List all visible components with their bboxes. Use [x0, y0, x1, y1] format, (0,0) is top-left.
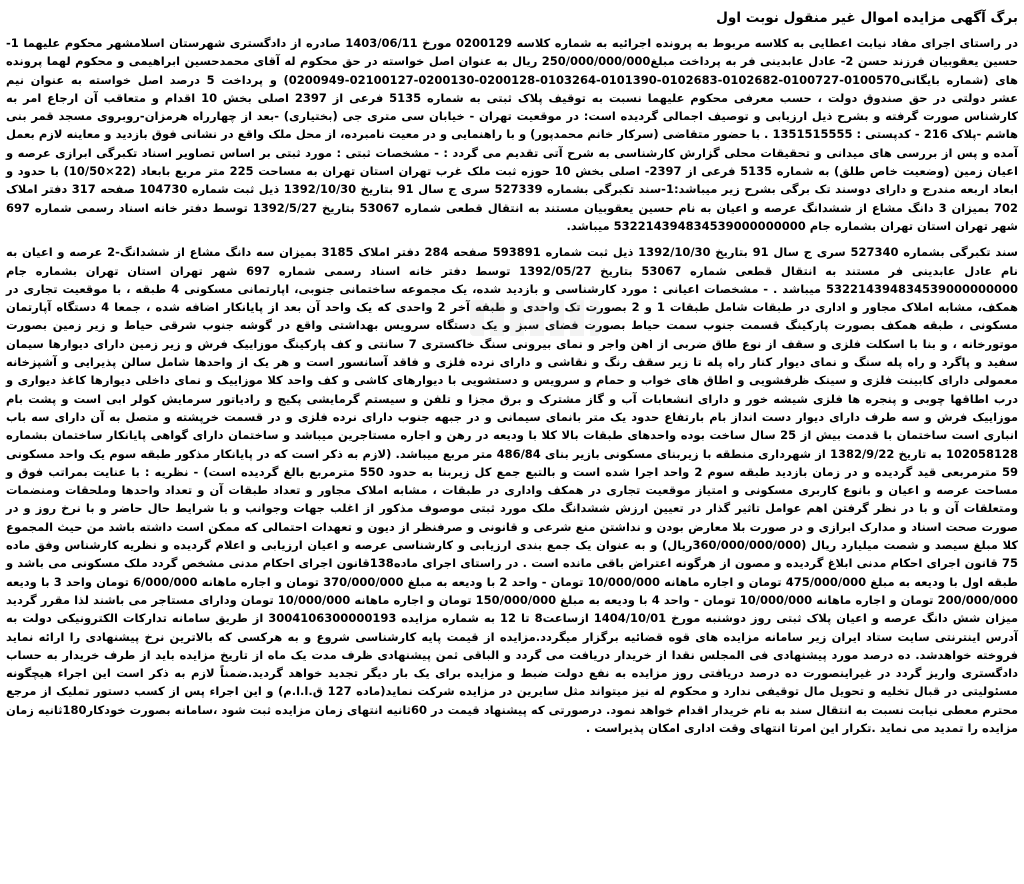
- notice-document: [6, 8, 1018, 880]
- notice-paragraph-1: در راستای اجرای مفاد نیابت اعطایی به کلاسه مربوط به پرونده اجرائیه به شماره کلاسه 0200129 مورخ 1403/06/11 صادره از دادگستری شهرستان اسلامشهر محکوم علیهما 1-حسین یعقوبیان فرزند حسن 2- عادل عابدینی فر به پرداخت مبلغ250/000/000/000 ریال به عنوان اصل خواسته در حق محکوم له آقای محمدحسین ابراهیمی و محکوم لهما پرونده های (شماره بایگانی0100570-0100727-0102682-0102683-0101390-0103264-0200128-0200130-02100127-0200949) و پرداخت 5 درصد اصل خواسته به عنوان نیم عشر دولتی در حق صندوق دولت ، حسب معرفی محکوم علیهما نسبت به توقیف پلاک ثبتی به شماره 5135 فرعی از 2397 اصلی بخش 10 اقدام و متعاقب آن ارجاع امر به کارشناس صورت گرفته و بشرح ذیل ارزیابی و توصیف اجمالی گردیده است: در موقعیت تهران - خیابان سی متری جی (بختیاری) -بعد از چهارراه هرمزان-روبروی مسجد قمر بنی هاشم -پلاک 216 - کدپستی : 1351515555 . با حضور متقاضی (سرکار خانم محمدپور) و با راهنمایی و در معیت نامبرده، از محل ملک واقع در نشانی فوق بازدید و معاینه لازم بعمل آمده و پس از بررسی های میدانی و تحقیقات محلی گزارش کارشناسی به شرح آتی تقدیم می گردد : - مشخصات ثبتی : مورد ثبتی بر اساس تصاویر اسناد تکبرگی ابرازی عرصه و اعیان زمین (وضعیت خاص طلق) به شماره 5135 فرعی از 2397- اصلی بخش 10 حوزه ثبت ملک غرب تهران استان تهران به مساحت 225 متر مربع بابعاد (22×10/50) با حدود و ابعاد اربعه مندرج و دارای دوسند تک برگی بشرح زیر میباشد:1-سند تکبرگی بشماره 527339 سری ج سال 91 بتاریخ 1392/10/30 ذیل ثبت شماره 104730 صفحه 317 دفتر املاک 702 بمیزان 3 دانگ مشاع از ششدانگ عرصه و اعیان به نام حسین یعقوبیان مستند به انتقال قطعی شماره 53067 بتاریخ 1392/5/27 توسط دفتر خانه اسناد رسمی شماره 697 شهر تهران استان تهران بشماره جام 532214394834539000000000 میباشد.: [6, 36, 1019, 233]
- notice-paragraph-2: سند تکبرگی بشماره 527340 سری ج سال 91 بتاریخ 1392/10/30 ذیل ثبت شماره 593891 صفحه 284 دفتر املاک 3185 بمیزان سه دانگ مشاع از ششدانگ-2 عرصه و اعیان به نام عادل عابدینی فر مستند به انتقال قطعی شماره 53067 بتاریخ 1392/05/27 توسط دفتر خانه اسناد رسمی شماره 697 شهر تهران استان تهران بشماره جام 532214394834539000000000 میباشد . - مشخصات اعیانی : مورد کارشناسی و بازدید شده، یک مجموعه ساختمانی جنوبی، اپارتمانی مسکونی 4 طبقه ، با موقعیت تجاری در همکف، مشابه املاک مجاور و اداری در طبقات شامل طبقات 1 و 2 بصورت تک واحدی و طبقه آخر 2 واحدی که یک واحد آن بعد از پایانکار اضافه شده ، جمعا 4 دستگاه آپارتمان مسکونی ، طبقه همکف بصورت پارکینگ قسمت جنوب سمت حیاط بصورت فضای سبز و یک دستگاه سرویس بهداشتی واقع در گوشه جنوب شرقی حیاط و زیر زمین بصورت موتورخانه ، و بنا با اسکلت فلزی و سقف از نوع طاق ضربی از اهن واجر و نمای بیرونی سنگ خاکستری 7 سانتی و کف پارکینگ موزاییک فرش و زیر زمین دارای دیوارها سیمان سفید و پاگرد و راه پله سنگ و نمای دیوار کنار راه پله تا زیر سقف رنگ و نقاشی و دارای نرده فلزی و فاقد آسانسور است و هر یک از واحدها شامل سالن پذیرایی و آشپزخانه معمولی دارای کابینت فلزی و سینک ظرفشویی و اطاق های خواب و حمام و سرویس و دستشویی با دیوارهای کاشی و کف واحد کلا موزاییک و نمای داخلی دیوارها کاغذ دیواری و درب اطاقها چوبی و پنجره ها فلزی شیشه خور و دارای انشعابات آب و گاز مشترک و برق مجزا و تلفن و سیستم گرمایشی پکیج و رادیاتور سرمایش کولر ابی است و پشت بام موزاییک فرش و سه طرف دارای دیوار دست انداز بام بارتفاع حدود یک متر بانمای سیمانی و در جبهه جنوب دارای نرده فلزی و در قسمت خرپشته و متصل به آن دارای سه باب انباری است ساختمان با قدمت بیش از 25 سال ساخت بوده واحدهای طبقات بالا کلا با ودیعه در رهن و اجاره مستاجرین میباشد و ساختمان دارای گواهی پایانکار ساختمان بشماره 102058128 به تاریخ 1382/9/22 از شهرداری منطقه با زیربنای مسکونی بازیر بنای 486/84 متر مربع میباشد. (لازم به ذکر است که در پایانکار مذکور طبقه سوم یک واحد مسکونی 59 مترمربعی قید گردیده و در زمان بازدید طبقه سوم 2 واحد اجرا شده است و بالتبع جمع کل زیربنا به حدود 550 مترمربع بالغ گردیده است) - نظریه : با عنایت بمراتب فوق و مساحت عرصه و اعیان و بانوع کاربری مسکونی و امتیاز موقعیت تجاری در همکف واداری در طبقات ، مشابه املاک مجاور و تعداد طبقات آن و تعداد واحدها وملحقات ومنضمات ومتعلقات آن و با در نظر گرفتن اهم عوامل تاثیر گذار در تعیین ارزش ششدانگ ملک مورد ثبتی موصوف مذکور از اغلب جهات وجوانب و با شرایط حال حاضر و با نرخ روز و در صورت صحت اسناد و مدارک ابرازی و در صورت بلا معارض بودن و نداشتن منع شرعی و قانونی و صرفنظر از دیون و تعهدات احتمالی که ممکن است داشته باشد من حیث المجموع کلا مبلغ سیصد و شصت میلیارد ریال (360/000/000/000ریال) و به عنوان یک جمع بندی ارزیابی و کارشناسی عرصه و اعیان ارزیابی و اعلام گردیده و نظریه کارشناس وفق ماده 75 قانون اجرای احکام مدنی ابلاغ گردیده و مصون از هرگونه اعتراض باقی مانده است . در راستای اجرای ماده138قانون اجرای احکام مدنی مشخص گردد ملک مسکونی می باشد و طبقه اول با ودیعه به مبلغ 475/000/000 تومان و اجاره ماهانه 10/000/000 تومان - واحد 2 با ودیعه به مبلغ 370/000/000 تومان و اجاره ماهانه 6/000/000 تومان واحد 3 با ودیعه 200/000/000 تومان و اجاره ماهانه 10/000/000 تومان - واحد 4 با ودیعه به مبلغ 150/000/000 تومان و اجاره ماهانه 10/000/000 تومان ودارای مستاجر می باشند لذا مقرر گردید میزان شش دانگ عرصه و اعیان پلاک ثبتی روز دوشنبه مورخ 1404/10/01 ازساعت8 تا 12 به شماره مزایده 3004106300000193 از طریق سامانه تدارکات الکترونیکی دولت به آدرس اینترنتی سایت ستاد ایران زیر سامانه مزایده های قوه قضائیه برگزار میگردد.مزایده از قیمت پایه کارشناسی شروع و به هرکسی که بالاترین نرخ پیشنهادی را ارائه نماید فروخته خواهدشد. ده درصد مورد پیشنهادی فی المجلس نقدا از خریدار دریافت می گردد و الباقی ثمن پیشنهادی ظرف مدت یک ماه از تاریخ مزایده باید از طرف خریدار به حساب دادگستری واریز گردد در غیراینصورت ده درصد دریافتی روز مزایده به نفع دولت ضبط و مزایده برای یک بار دیگر تجدید خواهد گردید.ضمناً لازم به ذکر است این اجراء هیچگونه مسئولیتی در قبال تخلیه و تحویل مال توقیفی ندارد و محکوم له نیز میتواند مثل سایرین در مزایده شرکت نماید(ماده 127 ق.ا.ا.م) و این اجراء پس از کسب دستور تملیک از مرجع محترم معطی نیابت نسبت به انتقال سند به نام خریدار اقدام خواهد نمود. درصورتی که پیشنهاد قیمت در 60ثانیه انتهای زمان مزایده ثبت شود ،سامانه بصورت خودکار180ثانیه زمان مزایده را تمدید می نماید .تکرار این امرتا انتهای وقت اداری امکان پذیراست .: [6, 245, 1019, 735]
- notice-title: برگ آگهی مزایده اموال غیر منقول نوبت اول: [716, 10, 1018, 26]
